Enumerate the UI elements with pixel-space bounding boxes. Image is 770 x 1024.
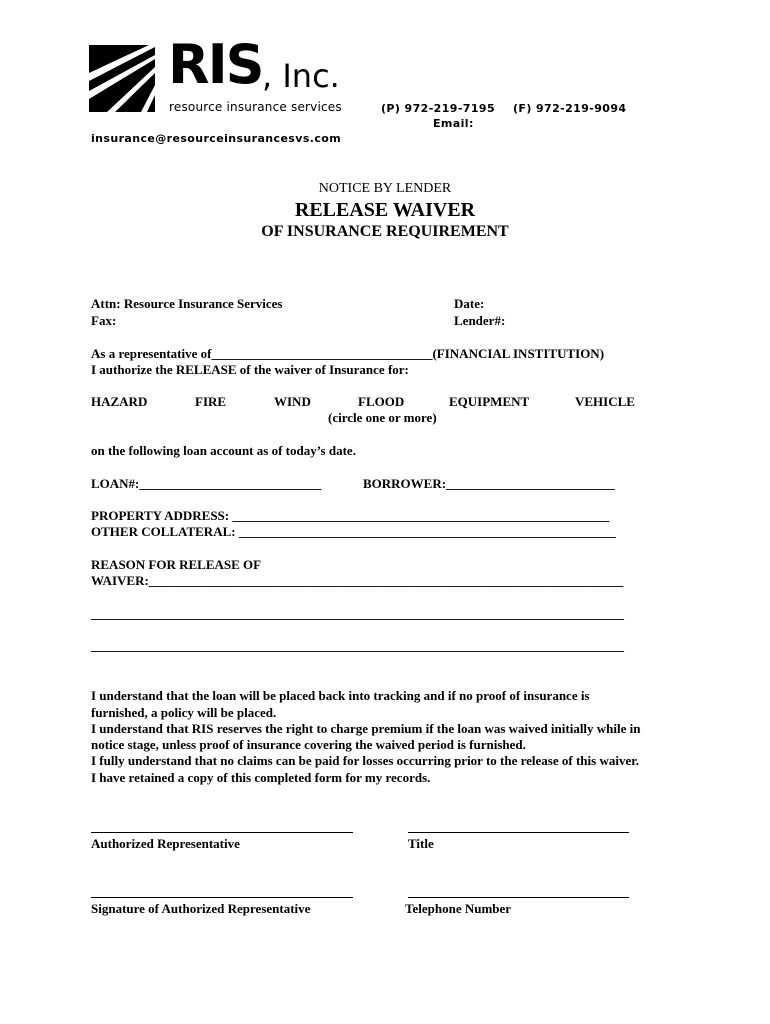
coverage-wind: WIND <box>274 394 311 409</box>
reason-waiver-field: WAIVER:_________________________________________________________________________ <box>91 573 624 588</box>
coverage-equipment: EQUIPMENT <box>449 394 530 409</box>
email-address: insurance@resourceinsurancesvs.com <box>91 132 342 145</box>
signature-label: Signature of Authorized Representative <box>91 901 311 916</box>
acknowledgement-line: I have retained a copy of this completed form for my records. <box>91 770 431 785</box>
authorize-line: I authorize the RELEASE of the waiver of Insurance for: <box>91 362 409 377</box>
acknowledgement-line: notice stage, unless proof of insurance covering the waived period is furnished. <box>91 737 526 752</box>
borrower-field: BORROWER:__________________________ <box>363 476 616 491</box>
telephone-label: Telephone Number <box>405 901 512 916</box>
email-label: Email: <box>433 117 474 130</box>
acknowledgement-line: I understand that RIS reserves the right to charge premium if the loan was waived initially while in <box>91 721 641 736</box>
reason-blank-line: __________________________________________________________________________________ <box>91 638 624 653</box>
fax-number: (F) 972-219-9094 <box>513 102 627 115</box>
coverage-vehicle: VEHICLE <box>575 394 635 409</box>
coverage-hazard: HAZARD <box>91 394 148 409</box>
loan-statement: on the following loan account as of today’s date. <box>91 443 356 458</box>
reason-label: REASON FOR RELEASE OF <box>91 557 262 572</box>
logo-tagline: resource insurance services <box>169 100 342 114</box>
telephone-line[interactable] <box>408 897 629 898</box>
logo-name: RIS <box>168 33 263 96</box>
reason-blank-line: __________________________________________________________________________________ <box>91 606 624 621</box>
coverage-fire: FIRE <box>195 394 227 409</box>
date-field: Date: <box>454 296 485 311</box>
circle-note: (circle one or more) <box>328 410 437 425</box>
representative-line: As a representative of__________________________________(FINANCIAL INSTITUTION) <box>91 346 605 361</box>
ris-logo-icon <box>89 45 157 112</box>
acknowledgement-line: I understand that the loan will be placed back into tracking and if no proof of insurance is <box>91 688 590 703</box>
sub-title: OF INSURANCE REQUIREMENT <box>261 223 509 240</box>
main-title: RELEASE WAIVER <box>294 199 476 221</box>
fax-field: Fax: <box>91 313 117 328</box>
authorized-rep-signature-line[interactable] <box>91 832 353 833</box>
acknowledgement-line: furnished, a policy will be placed. <box>91 705 277 720</box>
property-address-field: PROPERTY ADDRESS: __________________________________________________________ <box>91 508 610 523</box>
acknowledgement-line: I fully understand that no claims can be paid for losses occurring prior to the release of this waiver. <box>91 753 640 768</box>
title-signature-line[interactable] <box>408 832 629 833</box>
phone-number: (P) 972-219-7195 <box>381 102 496 115</box>
other-collateral-field: OTHER COLLATERAL: __________________________________________________________ <box>91 524 616 539</box>
logo-suffix: , Inc. <box>262 57 340 95</box>
loan-field: LOAN#:____________________________ <box>91 476 322 491</box>
coverage-flood: FLOOD <box>358 394 405 409</box>
lender-field: Lender#: <box>454 313 506 328</box>
title-label: Title <box>408 836 434 851</box>
signature-line[interactable] <box>91 897 353 898</box>
attn-field: Attn: Resource Insurance Services <box>91 296 283 311</box>
notice-title: NOTICE BY LENDER <box>318 181 452 196</box>
authorized-rep-label: Authorized Representative <box>91 836 240 851</box>
